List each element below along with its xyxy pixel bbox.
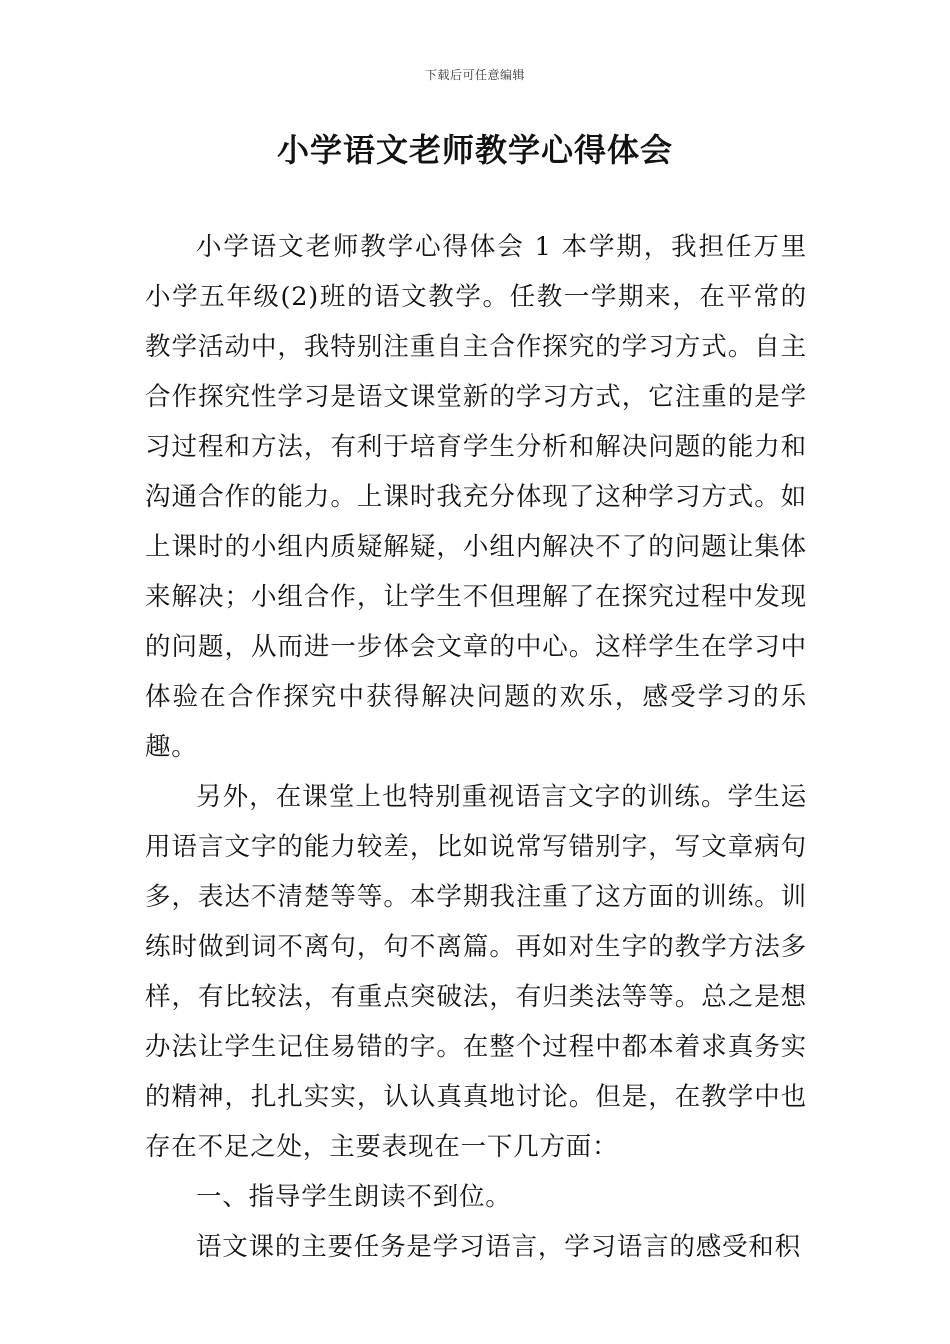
header-note: 下载后可任意编辑 [424, 68, 525, 82]
paragraph-4: 语文课的主要任务是学习语言，学习语言的感受和积 [196, 1232, 801, 1262]
document-title: 小学语文老师教学心得体会 [276, 131, 673, 169]
paragraph-1: 小学语文老师教学心得体会 1 本学期，我担任万里小学五年级(2)班的语文教学。任教一学期来，在平常的教学活动中，我特别注重自主合作探究的学习方式。自主合作探究性学习是语文课堂新的学习方式，它注重的是学习过程和方法，有利于培育学生分析和解决问题的能力和沟通合作的能力。上课时我充分体现了这种学习方式。如上课时的小组内质疑解疑，小组内解决不了的问题让集体来解决；小组合作，让学生不但理解了在探究过程中发现的问题，从而进一步体会文章的中心。这样学生在学习中体验在合作探究中获得解决问题的欢乐，感受学习的乐趣。 [145, 232, 807, 762]
document-body [145, 222, 807, 1272]
paragraph-3: 一、指导学生朗读不到位。 [196, 1182, 512, 1212]
paragraph-2: 另外，在课堂上也特别重视语言文字的训练。学生运用语言文字的能力较差，比如说常写错别字，写文章病句多，表达不清楚等等。本学期我注重了这方面的训练。训练时做到词不离句，句不离篇。再如对生字的教学方法多样，有比较法，有重点突破法，有归类法等等。总之是想办法让学生记住易错的字。在整个过程中都本着求真务实的精神，扎扎实实，认认真真地讨论。但是，在教学中也存在不足之处，主要表现在一下几方面： [145, 782, 807, 1162]
